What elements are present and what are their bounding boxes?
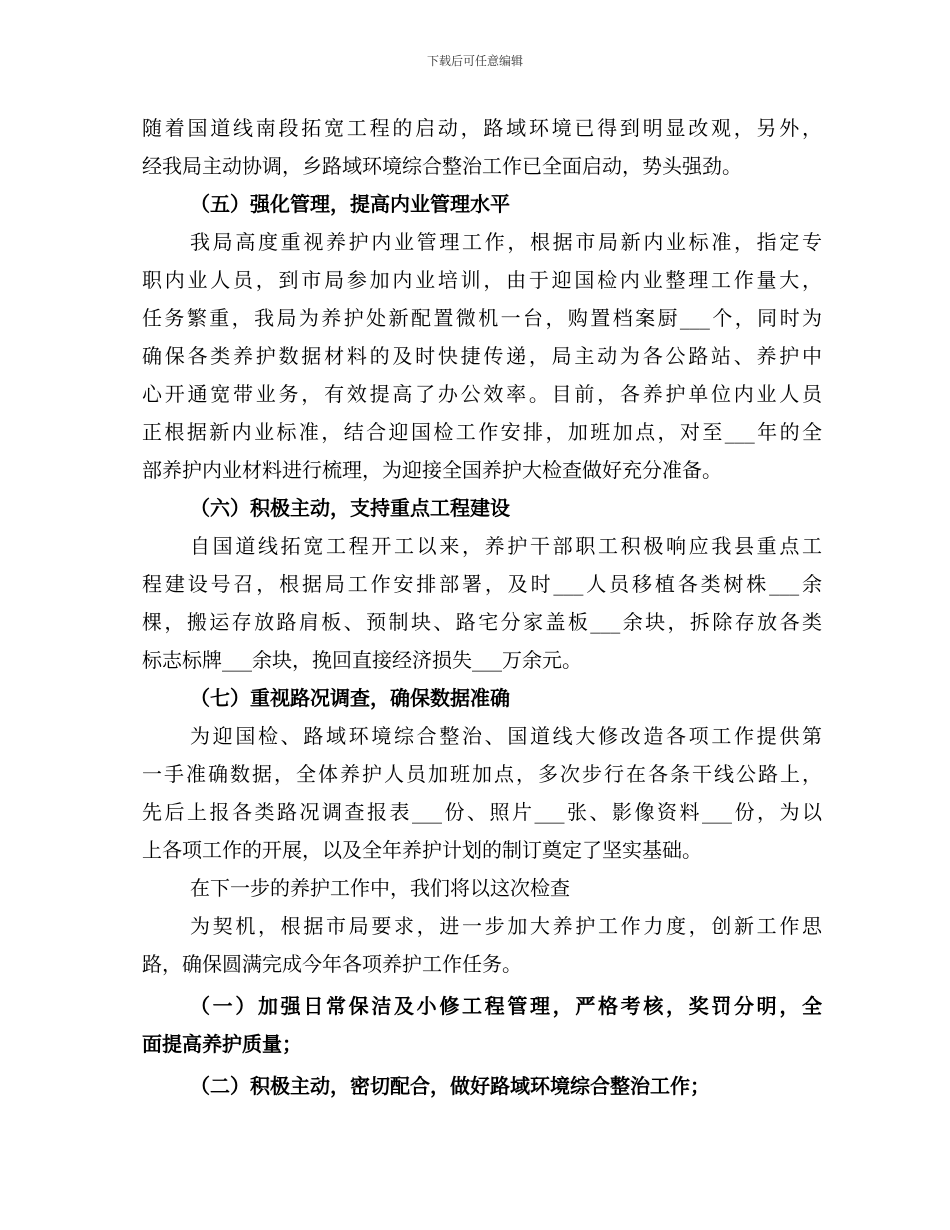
plan-item-2: （二）积极主动，密切配合，做好路域环境综合整治工作； bbox=[190, 1074, 710, 1098]
body-line: 上各项工作的开展，以及全年养护计划的制订奠定了坚实基础。 bbox=[142, 838, 702, 862]
body-line: 部养护内业材料进行梳理，为迎接全国养护大检查做好充分准备。 bbox=[142, 458, 722, 482]
body-line: 为迎国检、路域环境综合整治、国道线大修改造各项工作提供第 bbox=[190, 724, 822, 748]
body-line: 职内业人员，到市局参加内业培训，由于迎国检内业整理工作量大， bbox=[142, 268, 822, 292]
body-line: 在下一步的养护工作中，我们将以这次检查 bbox=[190, 876, 570, 900]
body-line: 一手准确数据，全体养护人员加班加点，多次步行在各条干线公路上， bbox=[142, 762, 822, 786]
section-heading-7: （七）重视路况调查，确保数据准确 bbox=[190, 686, 510, 710]
body-line: 经我局主动协调，乡路域环境综合整治工作已全面启动，势头强劲。 bbox=[142, 154, 742, 178]
body-line: 程建设号召，根据局工作安排部署，及时___人员移植各类树株___余 bbox=[142, 572, 822, 596]
body-line: 我局高度重视养护内业管理工作，根据市局新内业标准，指定专 bbox=[190, 230, 822, 254]
body-line: 先后上报各类路况调查报表___份、照片___张、影像资料___份，为以 bbox=[142, 800, 822, 824]
body-line: 任务繁重，我局为养护处新配置微机一台，购置档案厨___个，同时为 bbox=[142, 306, 822, 330]
plan-item-1-continued: 面提高养护质量； bbox=[142, 1032, 302, 1056]
body-line: 路，确保圆满完成今年各项养护工作任务。 bbox=[142, 952, 522, 976]
body-line: 随着国道线南段拓宽工程的启动，路域环境已得到明显改观，另外， bbox=[142, 116, 822, 140]
body-line: 心开通宽带业务，有效提高了办公效率。目前，各养护单位内业人员 bbox=[142, 382, 822, 406]
body-line: 正根据新内业标准，结合迎国检工作安排，加班加点，对至___年的全 bbox=[142, 420, 822, 444]
body-line: 自国道线拓宽工程开工以来，养护干部职工积极响应我县重点工 bbox=[190, 534, 822, 558]
page-header: 下载后可任意编辑 bbox=[426, 54, 523, 68]
section-heading-5: （五）强化管理，提高内业管理水平 bbox=[190, 192, 510, 216]
section-heading-6: （六）积极主动，支持重点工程建设 bbox=[190, 496, 510, 520]
plan-item-1: （一）加强日常保洁及小修工程管理，严格考核，奖罚分明，全 bbox=[190, 994, 822, 1018]
body-line: 为契机，根据市局要求，进一步加大养护工作力度，创新工作思 bbox=[190, 914, 822, 938]
body-line: 棵，搬运存放路肩板、预制块、路宅分家盖板___余块，拆除存放各类 bbox=[142, 610, 822, 634]
document-body bbox=[142, 109, 822, 1105]
body-line: 确保各类养护数据材料的及时快捷传递，局主动为各公路站、养护中 bbox=[142, 344, 822, 368]
body-line: 标志标牌___余块，挽回直接经济损失___万余元。 bbox=[142, 648, 582, 672]
